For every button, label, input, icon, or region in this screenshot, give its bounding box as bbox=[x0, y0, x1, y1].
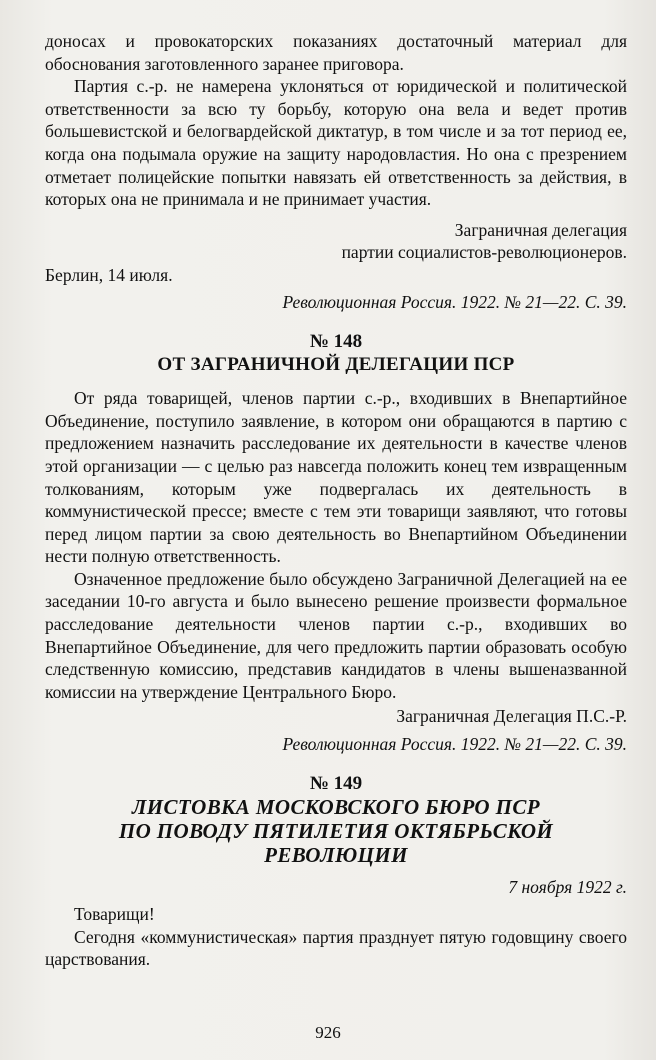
document-title: ОТ ЗАГРАНИЧНОЙ ДЕЛЕГАЦИИ ПСР bbox=[157, 354, 515, 376]
document-title: ПО ПОВОДУ ПЯТИЛЕТИЯ ОКТЯБРЬСКОЙ РЕВОЛЮЦИИ bbox=[118, 818, 554, 867]
paragraph: Означенное предложение было обсуждено Заграничной Делегацией на ее заседании 10-го августа и было вынесено решение произвести формальное расследование деятельности членов партии с.-р., входивших во Внепартийное Объединение, для чего предложить партии образовать особую следственную комиссию, представив кандидатов в члены вышеназванной комиссии на утверждение Центрального Бюро. bbox=[45, 568, 627, 702]
document-number: № 148 bbox=[309, 331, 363, 353]
source-citation: Революционная Россия. 1922. № 21—22. С. 39. bbox=[282, 734, 627, 755]
signature-line: Заграничная делегация bbox=[454, 219, 627, 240]
paragraph: доносах и провокаторских показаниях достаточный материал для обоснования заготовленного заранее приговора. bbox=[45, 31, 627, 74]
page-number: 926 bbox=[315, 1023, 341, 1042]
paragraph: Сегодня «коммунистическая» партия празднует пятую годовщину своего царствования. bbox=[45, 926, 627, 970]
salutation: Товарищи! bbox=[74, 904, 155, 925]
page-content bbox=[45, 30, 627, 971]
paragraph: Партия с.-р. не намерена уклоняться от юридической и политической ответственности за всю ту борьбу, которую она вела и ведет против большевистской и белогвардейской диктатур, в том числе и за тот период ее, когда она подымала оружие на защиту народовластия. Но она с презрением отметает полицейские попытки навязать ей ответственность за действия, в которых она не принимала и не принимает участия. bbox=[45, 76, 627, 210]
signature-line: партии социалистов-революционеров. bbox=[341, 242, 627, 263]
signature-line: Заграничная Делегация П.С.-Р. bbox=[396, 706, 627, 727]
document-date: 7 ноября 1922 г. bbox=[508, 876, 627, 897]
document-number: № 149 bbox=[309, 772, 363, 794]
document-title: ЛИСТОВКА МОСКОВСКОГО БЮРО ПСР bbox=[131, 794, 541, 819]
paragraph: От ряда товарищей, членов партии с.-р., входивших в Внепартийное Объединение, поступило заявление, в котором они обращаются в партию с предложением назначить расследование их деятельности в качестве членов этой организации — с целью раз навсегда положить конец тем извращенным толкованиям, которым уже подвергалась их деятельность в коммунистической прессе; вместе с тем эти товарищи заявляют, что готовы перед лицом партии за свою деятельность во Внепартийном Объединении нести полную ответственность. bbox=[45, 388, 627, 567]
source-citation: Революционная Россия. 1922. № 21—22. С. 39. bbox=[282, 291, 627, 312]
place-date: Берлин, 14 июля. bbox=[45, 264, 173, 285]
